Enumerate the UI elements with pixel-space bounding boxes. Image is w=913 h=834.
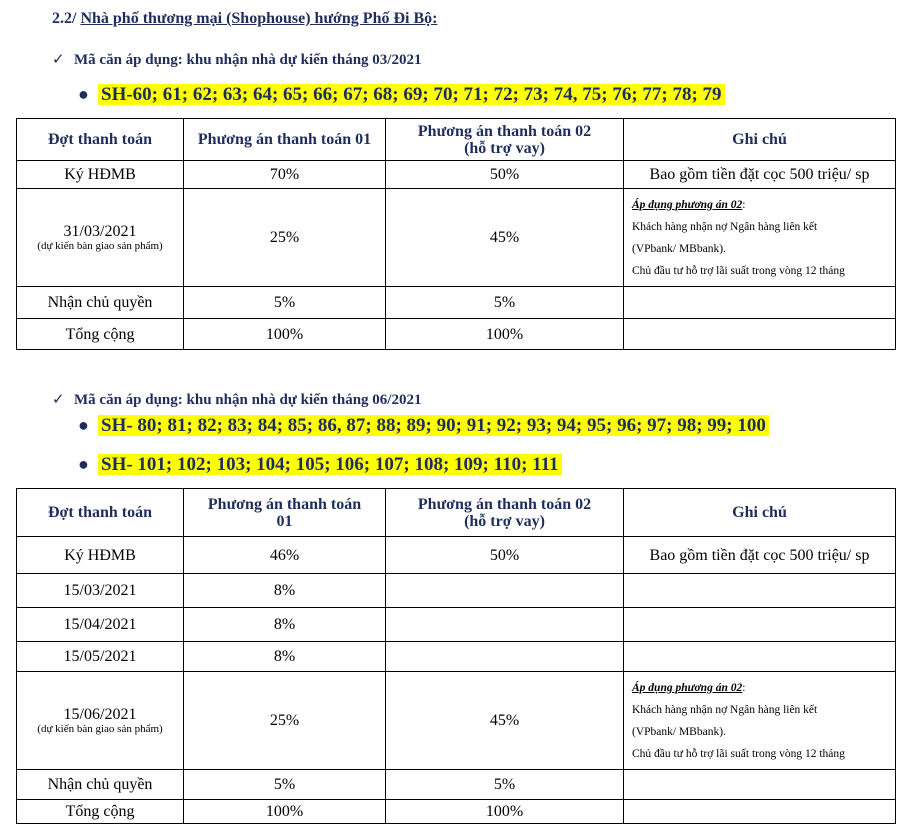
bullet-icon: ● xyxy=(78,415,89,435)
cell-stage: Ký HĐMB xyxy=(17,161,184,189)
section2-check-label: Mã căn áp dụng: khu nhận nhà dự kiến tháng 06/2021 xyxy=(74,392,422,408)
cell-plan-01: 5% xyxy=(184,287,386,319)
cell-plan-02 xyxy=(386,642,624,672)
table-row xyxy=(17,800,896,824)
cell-plan-02: 50% xyxy=(386,161,624,189)
cell-note xyxy=(624,770,896,800)
cell-stage: 15/05/2021 xyxy=(17,642,184,672)
header-plan-01: Phương án thanh toán 01 xyxy=(184,119,386,161)
table-row xyxy=(17,574,896,608)
header-stage: Đợt thanh toán xyxy=(17,489,184,537)
header-plan-01: Phương án thanh toán 01 xyxy=(184,489,386,537)
cell-plan-02: 50% xyxy=(386,537,624,574)
section2-check-item xyxy=(52,390,421,409)
header-plan-02: Phương án thanh toán 02 (hỗ trợ vay) xyxy=(386,489,624,537)
cell-note-block: Áp dụng phương án 02: Khách hàng nhận nợ Ngân hàng liên kết (VPbank/ MBbank). Chủ đầu tư hỗ trợ lãi suất trong vòng 12 tháng xyxy=(624,189,896,287)
table-row xyxy=(17,608,896,642)
section2-code-list-2 xyxy=(78,454,562,476)
table-row xyxy=(17,537,896,574)
section1-check-item xyxy=(52,50,421,69)
cell-plan-01: 5% xyxy=(184,770,386,800)
section2-code-line: SH- 101; 102; 103; 104; 105; 106; 107; 108; 109; 110; 111 xyxy=(98,454,562,475)
cell-note xyxy=(624,608,896,642)
header-plan-02: Phương án thanh toán 02 (hỗ trợ vay) xyxy=(386,119,624,161)
cell-plan-02: 45% xyxy=(386,672,624,770)
cell-plan-02: 100% xyxy=(386,800,624,824)
cell-note xyxy=(624,574,896,608)
table-row xyxy=(17,319,896,350)
cell-plan-01: 8% xyxy=(184,608,386,642)
section-heading xyxy=(52,10,437,28)
cell-note: Bao gồm tiền đặt cọc 500 triệu/ sp xyxy=(624,537,896,574)
section2-code-line: SH- 80; 81; 82; 83; 84; 85; 86, 87; 88; 89; 90; 91; 92; 93; 94; 95; 96; 97; 98; 99; 100 xyxy=(98,415,769,436)
cell-note xyxy=(624,642,896,672)
cell-note xyxy=(624,287,896,319)
cell-plan-02: 5% xyxy=(386,770,624,800)
bullet-icon: ● xyxy=(78,84,89,104)
section1-code-line: SH-60; 61; 62; 63; 64; 65; 66; 67; 68; 69; 70; 71; 72; 73; 74, 75; 76; 77; 78; 79 xyxy=(98,84,725,105)
cell-plan-02 xyxy=(386,608,624,642)
cell-plan-01: 100% xyxy=(184,800,386,824)
table-row xyxy=(17,161,896,189)
cell-note: Bao gồm tiền đặt cọc 500 triệu/ sp xyxy=(624,161,896,189)
table-row xyxy=(17,770,896,800)
table-row xyxy=(17,287,896,319)
cell-plan-02: 45% xyxy=(386,189,624,287)
cell-plan-01: 25% xyxy=(184,189,386,287)
cell-plan-02 xyxy=(386,574,624,608)
header-note: Ghi chú xyxy=(624,489,896,537)
cell-plan-02: 100% xyxy=(386,319,624,350)
heading-prefix: 2.2/ xyxy=(52,10,77,27)
cell-plan-01: 25% xyxy=(184,672,386,770)
header-note: Ghi chú xyxy=(624,119,896,161)
table-row xyxy=(17,642,896,672)
cell-note xyxy=(624,319,896,350)
cell-plan-01: 8% xyxy=(184,642,386,672)
cell-stage: 15/06/2021 (dự kiến bàn giao sản phẩm) xyxy=(17,672,184,770)
checkmark-icon: ✓ xyxy=(52,392,65,408)
cell-stage: Tổng cộng xyxy=(17,800,184,824)
cell-plan-01: 100% xyxy=(184,319,386,350)
cell-plan-01: 8% xyxy=(184,574,386,608)
table-row xyxy=(17,672,896,770)
cell-plan-01: 70% xyxy=(184,161,386,189)
cell-plan-01: 46% xyxy=(184,537,386,574)
cell-stage: 31/03/2021 (dự kiến bàn giao sản phẩm) xyxy=(17,189,184,287)
cell-stage: 15/03/2021 xyxy=(17,574,184,608)
cell-note xyxy=(624,800,896,824)
table-row xyxy=(17,189,896,287)
table-header-row xyxy=(17,489,896,537)
section1-payment-table xyxy=(16,118,896,350)
cell-stage: 15/04/2021 xyxy=(17,608,184,642)
bullet-icon: ● xyxy=(78,454,89,474)
section2-payment-table xyxy=(16,488,896,824)
header-stage: Đợt thanh toán xyxy=(17,119,184,161)
cell-note-block: Áp dụng phương án 02: Khách hàng nhận nợ Ngân hàng liên kết (VPbank/ MBbank). Chủ đầu tư hỗ trợ lãi suất trong vòng 12 tháng xyxy=(624,672,896,770)
cell-stage: Nhận chủ quyền xyxy=(17,287,184,319)
cell-stage: Nhận chủ quyền xyxy=(17,770,184,800)
heading-title: Nhà phố thương mại (Shophouse) hướng Phố Đi Bộ: xyxy=(80,10,438,27)
cell-plan-02: 5% xyxy=(386,287,624,319)
section1-check-label: Mã căn áp dụng: khu nhận nhà dự kiến tháng 03/2021 xyxy=(74,52,422,68)
cell-stage: Tổng cộng xyxy=(17,319,184,350)
section2-code-list-1 xyxy=(78,415,769,437)
section1-code-list xyxy=(78,84,725,106)
checkmark-icon: ✓ xyxy=(52,52,65,68)
table-header-row xyxy=(17,119,896,161)
cell-stage: Ký HĐMB xyxy=(17,537,184,574)
